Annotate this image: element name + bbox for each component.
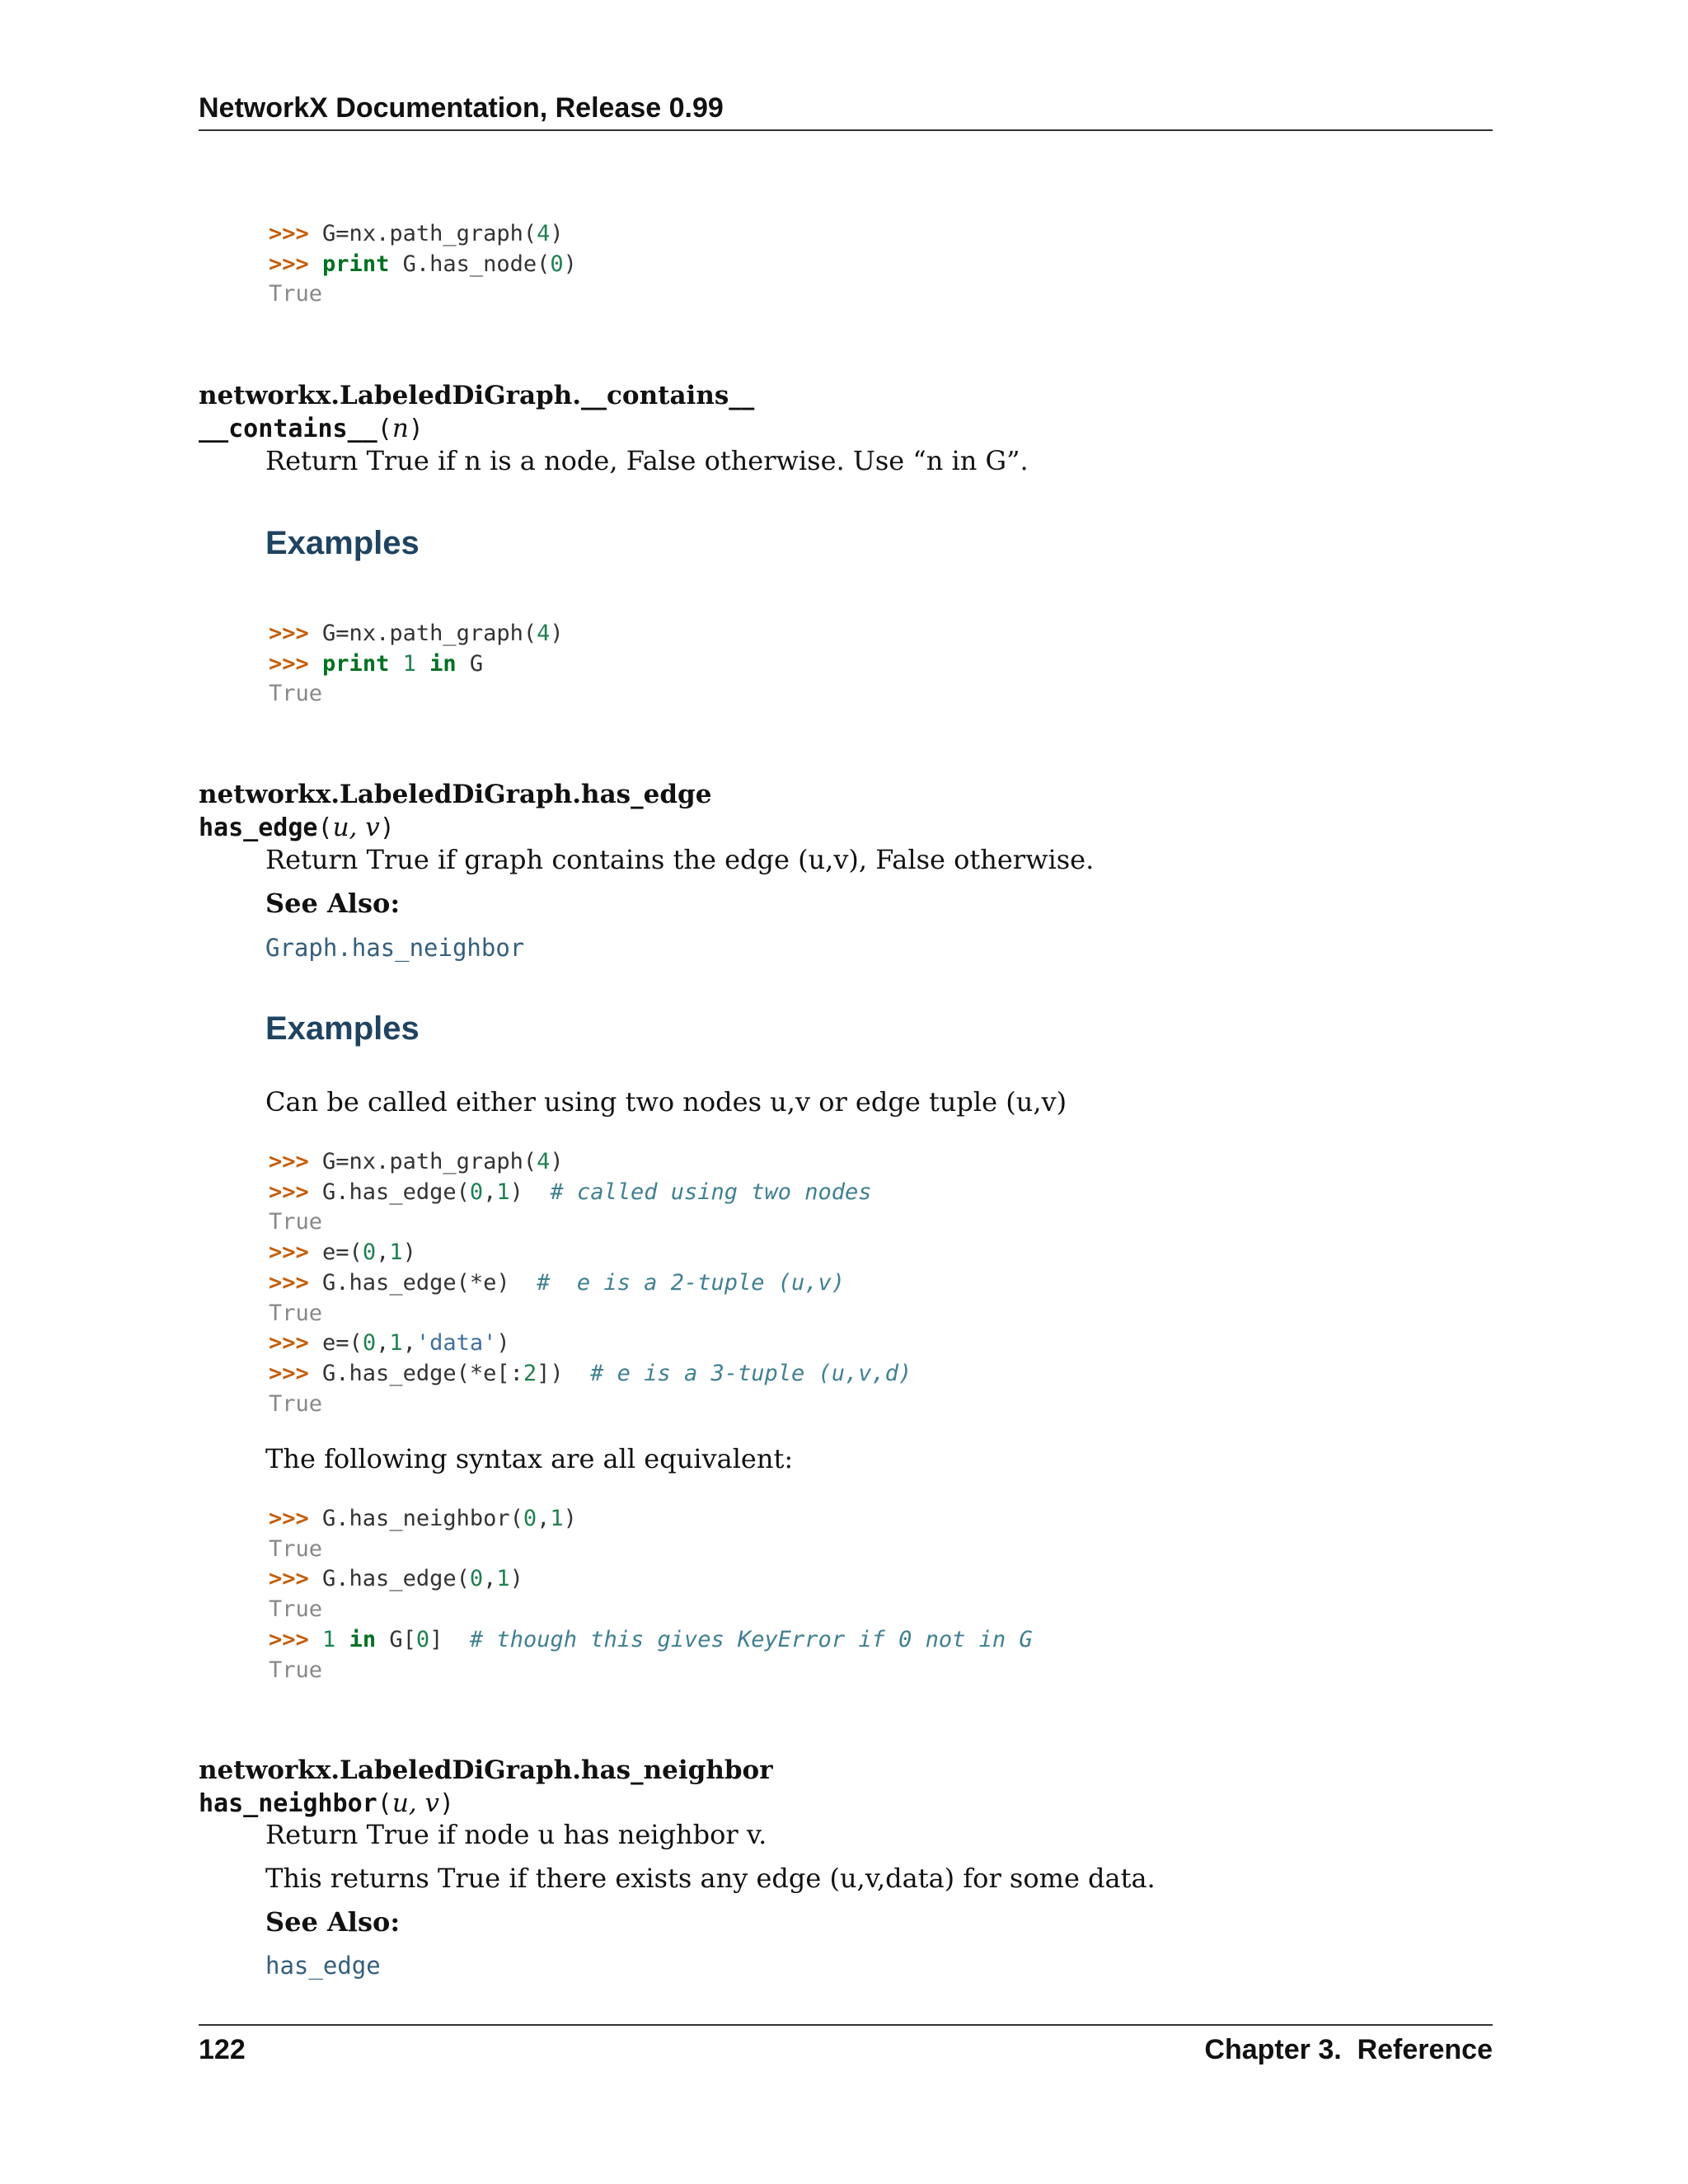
equivalent-intro: The following syntax are all equivalent: bbox=[265, 1443, 794, 1474]
code-block-contains: >>> G=nx.path_graph(4) >>> print 1 in G True bbox=[269, 621, 564, 707]
code-block-has-node: >>> G=nx.path_graph(4) >>> print G.has_node(0) True bbox=[269, 221, 577, 307]
chapter-title: Chapter 3. Reference bbox=[1204, 2034, 1493, 2065]
examples-intro-has-edge: Can be called either using two nodes u,v or edge tuple (u,v) bbox=[265, 1086, 1067, 1118]
code-block-equivalent: >>> G.has_neighbor(0,1) True >>> G.has_edge(0,1) True >>> 1 in G[0] # though this gives KeyError if 0 not in G True bbox=[269, 1506, 1033, 1683]
api-signature-contains: __contains__(n) bbox=[199, 414, 424, 443]
api-signature-has-edge: has_edge(u, v) bbox=[199, 813, 395, 842]
see-also-link-graph-has-neighbor[interactable]: Graph.has_neighbor bbox=[265, 934, 525, 962]
code-block-has-edge: >>> G=nx.path_graph(4) >>> G.has_edge(0,1) # called using two nodes True >>> e=(0,1) >>> G.has_edge(*e) # e is a 2-tuple (u,v) True >>> e=(0,1,'data') >>> G.has_edge(*e[:2]) # e is a 3-tuple (u,v,d) True bbox=[269, 1149, 912, 1417]
running-header-title: NetworkX Documentation, Release 0.99 bbox=[199, 92, 724, 124]
api-description2-has-neighbor: This returns True if there exists any edge (u,v,data) for some data. bbox=[265, 1863, 1156, 1894]
page-number: 122 bbox=[199, 2034, 246, 2065]
api-fqname-contains: networkx.LabeledDiGraph.__contains__ bbox=[199, 381, 755, 410]
api-fqname-has-neighbor: networkx.LabeledDiGraph.has_neighbor bbox=[199, 1755, 773, 1785]
api-description-has-neighbor: Return True if node u has neighbor v. bbox=[265, 1819, 767, 1850]
footer-rule bbox=[199, 2024, 1493, 2026]
api-signature-has-neighbor: has_neighbor(u, v) bbox=[199, 1788, 455, 1818]
api-fqname-has-edge: networkx.LabeledDiGraph.has_edge bbox=[199, 780, 712, 809]
api-description-contains: Return True if n is a node, False otherwise. Use “n in G”. bbox=[265, 445, 1029, 476]
see-also-link-has-edge[interactable]: has_edge bbox=[265, 1952, 381, 1980]
examples-heading-contains: Examples bbox=[265, 525, 420, 561]
see-also-label-has-edge: See Also: bbox=[265, 888, 401, 919]
header-rule bbox=[199, 129, 1493, 131]
examples-heading-has-edge: Examples bbox=[265, 1010, 420, 1047]
api-description-has-edge: Return True if graph contains the edge (u,v), False otherwise. bbox=[265, 844, 1095, 875]
see-also-label-has-neighbor: See Also: bbox=[265, 1906, 401, 1938]
